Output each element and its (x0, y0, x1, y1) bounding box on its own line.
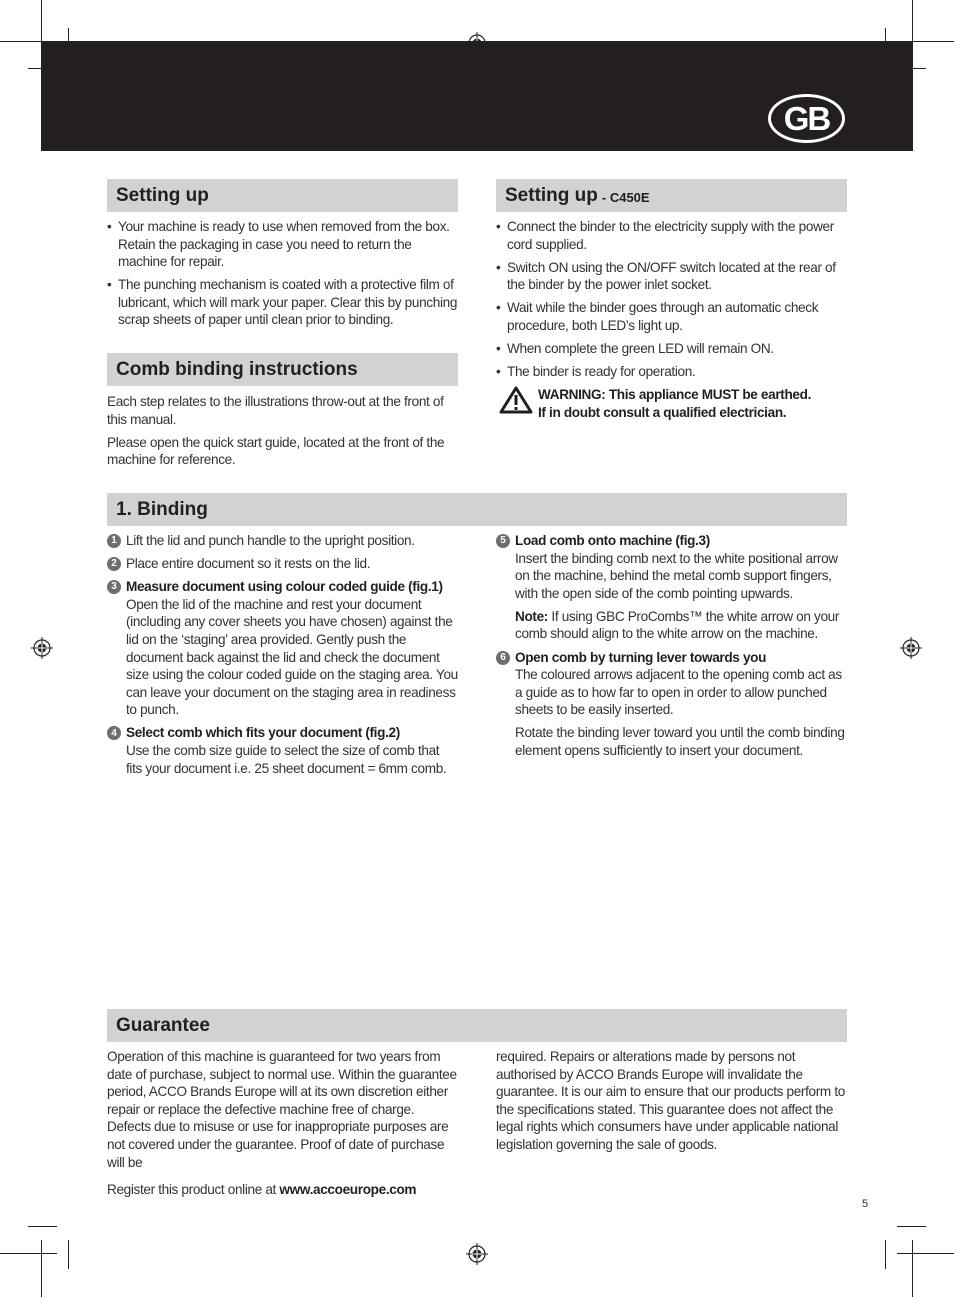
step-text: Rotate the binding lever toward you until the comb binding element opens sufficiently to insert your document. (515, 725, 845, 759)
crop-mark (885, 1240, 886, 1269)
register-prefix: Register this product online at (107, 1182, 280, 1198)
step-number-badge: 5 (496, 534, 510, 548)
crop-mark (41, 1240, 42, 1297)
paragraph: Please open the quick start guide, located at the front of the machine for reference. (107, 434, 445, 468)
crop-mark (897, 1226, 926, 1227)
note-label: Note: (515, 608, 548, 624)
step-text: Lift the lid and punch handle to the upright position. (126, 533, 415, 548)
crop-mark (912, 1240, 913, 1297)
section-title: Guarantee (116, 1014, 210, 1036)
list-item: • Connect the binder to the electricity supply with the power cord supplied. (496, 218, 847, 253)
list-item: • Switch ON using the ON/OFF switch located at the rear of the binder by the power inlet socket. (496, 259, 847, 294)
step-text: Insert the binding comb next to the white positional arrow on the machine, behind the metal comb support fingers, with the open side of the comb pointing upwards. (515, 550, 838, 601)
warning-line-2: If in doubt consult a qualified electrician. (538, 404, 787, 420)
section-heading-comb-binding (107, 353, 458, 386)
step-text: Place entire document so it rests on the lid. (126, 556, 371, 572)
note-text: If using GBC ProCombs™ the white arrow on your comb should align to the white arrow on the machine. (515, 608, 840, 642)
comb-binding-body (107, 393, 458, 474)
crop-mark (897, 1253, 954, 1254)
section-title: Setting up (116, 184, 209, 206)
paragraph: Each step relates to the illustrations throw-out at the front of this manual. (107, 394, 444, 427)
registration-mark-icon (900, 637, 922, 659)
step-title: Measure document using colour coded guide (fig.1) (126, 579, 443, 595)
step-number-badge: 4 (107, 726, 121, 740)
step-text: Open the lid of the machine and rest your document (including any cover sheets you have chosen) against the lid on the ‘staging’ area provided. Gently push the document back against the lid and check the document size using the colour coded guide on the staging area. You can leave your document on the staging area in readiness to punch. (126, 596, 458, 718)
list-item: • The binder is ready for operation. (496, 363, 847, 381)
crop-mark (28, 1226, 57, 1227)
crop-mark (0, 1253, 57, 1254)
language-badge: GB (768, 94, 845, 143)
section-title: Comb binding instructions (116, 358, 358, 380)
guarantee-col-right (496, 1048, 847, 1159)
list-item: • When complete the green LED will remain ON. (496, 340, 847, 358)
step-number-badge: 2 (107, 557, 121, 571)
step-title: Select comb which fits your document (fig.2) (126, 725, 400, 741)
setting-up-c450e-body (496, 218, 847, 421)
section-title: 1. Binding (116, 498, 208, 520)
step-number-badge: 1 (107, 534, 121, 548)
register-line (107, 1181, 458, 1199)
warning-notice (496, 386, 847, 421)
step-item (107, 724, 458, 777)
paragraph: Operation of this machine is guaranteed for two years from date of purchase, subject to normal use. Within the guarantee period, ACCO Brands Europe will at its own discretion either repair or replace the defective machine free of charge. Defects due to misuse or use for inappropriate purposes are not covered under the guarantee. Proof of date of purchase will be (107, 1049, 457, 1170)
list-item: • Your machine is ready to use when removed from the box. Retain the packaging in case you need to return the machine for repair. (107, 218, 458, 271)
step-item (107, 555, 458, 573)
section-title: Setting up (505, 184, 598, 206)
register-link[interactable]: www.accoeurope.com (279, 1182, 417, 1198)
step-number-badge: 6 (496, 651, 510, 665)
step-number-badge: 3 (107, 580, 121, 594)
section-heading-setting-up-c450e (496, 179, 847, 212)
registration-mark-icon (466, 1243, 488, 1265)
step-title: Load comb onto machine (fig.3) (515, 533, 710, 548)
binding-steps-right (496, 532, 847, 765)
setting-up-body (107, 218, 458, 335)
section-heading-setting-up (107, 179, 458, 212)
page-number: 5 (862, 1198, 869, 1210)
section-title-suffix: - C450E (601, 190, 650, 205)
step-text: Use the comb size guide to select the size of comb that fits your document i.e. 25 sheet document = 6mm comb. (126, 743, 447, 776)
warning-triangle-icon (499, 386, 533, 414)
section-heading-guarantee (107, 1009, 847, 1042)
list-item: • Wait while the binder goes through an automatic check procedure, both LED’s light up. (496, 299, 847, 334)
warning-line-1: WARNING: This appliance MUST be earthed. (538, 387, 812, 403)
binding-steps-left (107, 532, 458, 783)
step-item (496, 649, 847, 760)
step-item (107, 532, 458, 550)
list-item: • The punching mechanism is coated with a protective film of lubricant, which will mark your paper. Clear this by punching scrap sheets of paper until clean prior to binding. (107, 276, 458, 329)
step-note (515, 608, 847, 643)
step-item (107, 578, 458, 719)
section-heading-binding (107, 493, 847, 526)
step-item (496, 532, 847, 643)
step-text: The coloured arrows adjacent to the opening comb act as a guide as to how far to open in order to allow punched sheets to be easily inserted. (515, 667, 842, 718)
paragraph: required. Repairs or alterations made by persons not authorised by ACCO Brands Europe will invalidate the guarantee. It is our aim to ensure that our products perform to the specifications stated. This guarantee does not affect the legal rights which consumers have under applicable national legislation governing the sale of goods. (496, 1049, 845, 1152)
guarantee-col-left (107, 1048, 458, 1204)
step-title: Open comb by turning lever towards you (515, 649, 767, 665)
registration-mark-icon (31, 637, 53, 659)
crop-mark (68, 1240, 69, 1269)
